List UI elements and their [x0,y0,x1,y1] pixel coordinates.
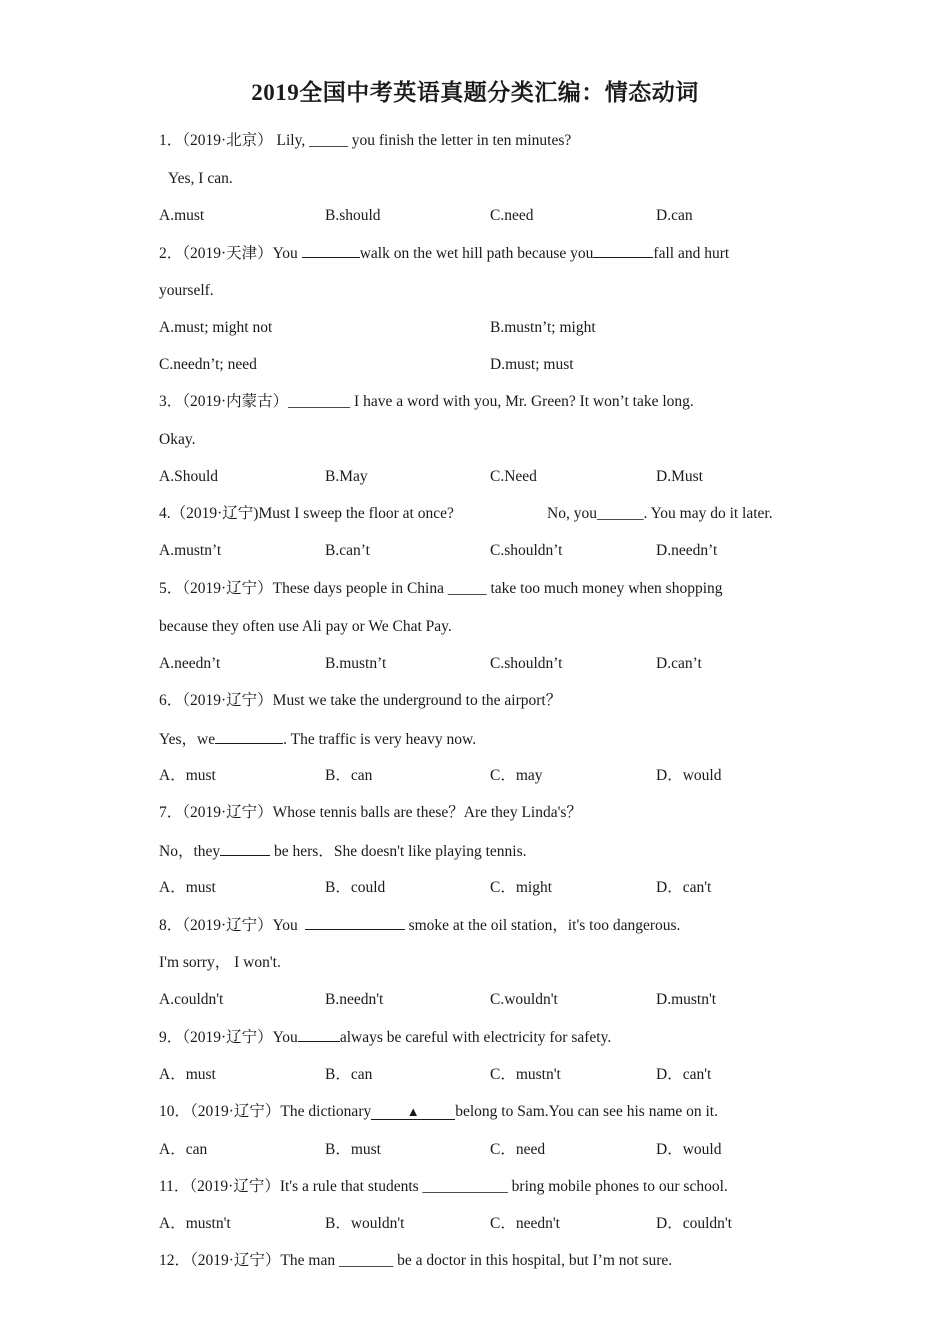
q2-option-c: C.needn’t; need [159,356,257,373]
q7-reply-post: be hers．She doesn't like playing tennis. [270,843,527,860]
q9-text-post: always be careful with electricity for safety. [339,1029,612,1046]
q8-text-pre: 8．（2019·辽宁）You [159,917,302,934]
question-1-reply: Yes, I can. [168,170,233,187]
q2-text-pre: 2．（2019·天津）You [159,245,302,262]
question-2 [159,243,729,264]
q7-option-c: C．might [490,879,553,896]
question-8 [159,915,680,936]
q6-option-b: B．can [325,767,373,784]
q11-option-b: B．wouldn't [325,1215,405,1232]
q1-option-a: A.must [159,207,205,224]
question-7: 7．（2019·辽宁）Whose tennis balls are these？Are they Linda's？ [159,804,582,821]
q2-text-post: fall and hurt [653,245,730,262]
q11-option-a: A．mustn't [159,1215,231,1232]
q4-option-b: B.can’t [325,542,370,559]
question-1: 1．（2019·北京） Lily, _____ you finish the letter in ten minutes? [159,132,572,149]
question-10 [159,1102,718,1122]
q6-option-d: D．would [656,767,722,784]
question-4: 4.（2019·辽宁)Must I sweep the floor at once? [159,505,454,522]
question-3-reply: Okay. [159,431,196,448]
q7-reply-pre: No，they [159,843,221,860]
answer-blank [298,1027,340,1042]
q10-option-c: C．need [490,1141,546,1158]
q2-text-mid: walk on the wet hill path because you [359,245,594,262]
q9-option-d: D．can't [656,1066,712,1083]
q10-option-a: A．can [159,1141,208,1158]
q7-option-a: A．must [159,879,216,896]
question-2-continued: yourself. [159,282,214,299]
q6-reply-post: . The traffic is very heavy now. [283,731,477,748]
q9-option-c: C．mustn't [490,1066,561,1083]
q4-option-c: C.shouldn’t [490,542,563,559]
question-5: 5．（2019·辽宁）These days people in China _____ take too much money when shopping [159,580,723,597]
q8-option-c: C.wouldn't [490,991,558,1008]
answer-blank [220,841,270,856]
q10-option-b: B．must [325,1141,381,1158]
question-11: 11．（2019·辽宁）It's a rule that students ___________ bring mobile phones to our school. [159,1178,728,1195]
q5-option-d: D.can’t [656,655,702,672]
q8-option-d: D.mustn't [656,991,717,1008]
q1-option-c: C.need [490,207,534,224]
q1-option-d: D.can [656,207,693,224]
q2-option-a: A.must; might not [159,319,273,336]
q2-option-b: B.mustn’t; might [490,319,596,336]
question-7-reply [159,841,527,862]
q9-text-pre: 9．（2019·辽宁）You [159,1029,298,1046]
q8-option-b: B.needn't [325,991,384,1008]
q10-option-d: D．would [656,1141,722,1158]
q3-option-a: A.Should [159,468,218,485]
q5-option-b: B.mustn’t [325,655,387,672]
q2-option-d: D.must; must [490,356,574,373]
q11-option-d: D．couldn't [656,1215,732,1232]
question-3: 3．（2019·内蒙古）________ I have a word with you, Mr. Green? It won’t take long. [159,393,694,410]
page-title: 2019全国中考英语真题分类汇编：情态动词 [251,80,699,105]
q3-option-c: C.Need [490,468,537,485]
question-12: 12．（2019·辽宁）The man _______ be a doctor in this hospital, but I’m not sure. [159,1252,673,1269]
question-9 [159,1027,611,1048]
answer-blank [215,729,283,744]
question-8-reply: I'm sorry， I won't. [159,954,281,971]
q9-option-b: B．can [325,1066,373,1083]
q8-option-a: A.couldn't [159,991,224,1008]
q4-option-a: A.mustn’t [159,542,222,559]
q4-option-d: D.needn’t [656,542,718,559]
q7-option-b: B．could [325,879,386,896]
q10-text-post: belong to Sam.You can see his name on it. [455,1103,718,1120]
question-6-reply [159,729,476,750]
triangle-marker-blank: ▲ [371,1105,455,1120]
answer-blank [302,243,360,258]
q5-option-a: A.needn’t [159,655,221,672]
question-4-reply: No, you______. You may do it later. [547,505,773,522]
q5-option-c: C.shouldn’t [490,655,563,672]
q9-option-a: A．must [159,1066,216,1083]
q7-option-d: D．can't [656,879,712,896]
answer-blank [593,243,653,258]
q11-option-c: C．needn't [490,1215,560,1232]
q3-option-d: D.Must [656,468,703,485]
q1-option-b: B.should [325,207,381,224]
q6-option-a: A．must [159,767,216,784]
question-5-continued: because they often use Ali pay or We Chat Pay. [159,618,452,635]
q8-text-post: smoke at the oil station，it's too dangerous. [404,917,681,934]
answer-blank [305,915,405,930]
question-6: 6．（2019·辽宁）Must we take the underground to the airport？ [159,692,562,709]
q6-reply-pre: Yes，we [159,731,216,748]
q10-text-pre: 10．（2019·辽宁）The dictionary [159,1103,372,1120]
q3-option-b: B.May [325,468,368,485]
q6-option-c: C．may [490,767,543,784]
